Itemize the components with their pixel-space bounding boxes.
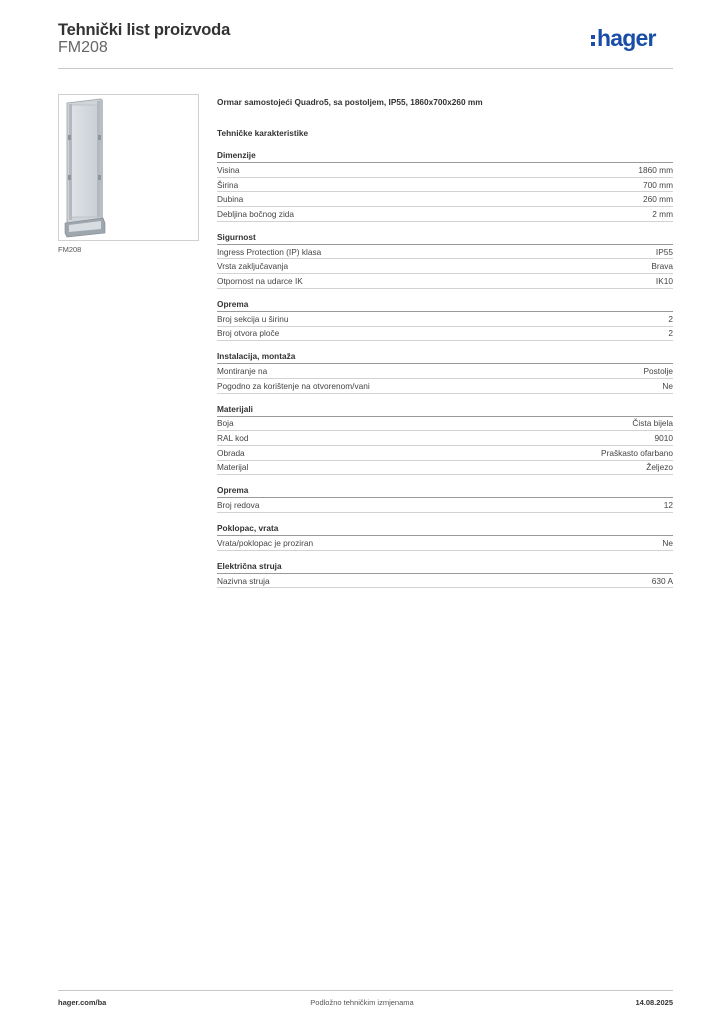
spec-section <box>217 561 673 589</box>
spec-label: Vrata/poklopac je proziran <box>217 537 314 548</box>
spec-label: Vrsta zaključavanja <box>217 261 289 272</box>
spec-label: RAL kod <box>217 433 249 444</box>
spec-content <box>217 97 673 588</box>
logo-text: hager <box>597 25 656 51</box>
footer-divider <box>58 990 673 991</box>
spec-value: Brava <box>651 261 673 272</box>
spec-label: Visina <box>217 164 240 175</box>
spec-value: 260 mm <box>643 194 673 205</box>
spec-section <box>217 150 673 222</box>
spec-row <box>217 364 673 379</box>
spec-section <box>217 232 673 289</box>
spec-label: Širina <box>217 179 239 190</box>
section-title: Sigurnost <box>217 232 673 245</box>
spec-label: Broj otvora ploče <box>217 328 280 339</box>
spec-value: 9010 <box>654 433 673 444</box>
spec-row <box>217 379 673 394</box>
footer-notice: Podložno tehničkim izmjenama <box>310 998 414 1007</box>
spec-value: 2 <box>668 328 673 339</box>
spec-row <box>217 192 673 207</box>
document-title: Tehnički list proizvoda <box>58 21 231 39</box>
spec-label: Broj redova <box>217 500 260 511</box>
spec-row <box>217 446 673 461</box>
spec-value: Postolje <box>643 366 673 377</box>
spec-row <box>217 312 673 327</box>
section-title: Oprema <box>217 485 673 498</box>
spec-section <box>217 485 673 513</box>
spec-value: IK10 <box>655 275 673 286</box>
footer-date: 14.08.2025 <box>635 998 673 1007</box>
spec-label: Montiranje na <box>217 366 268 377</box>
spec-row <box>217 574 673 589</box>
spec-row <box>217 163 673 178</box>
spec-value: 2 mm <box>652 208 673 219</box>
characteristics-heading: Tehničke karakteristike <box>217 128 309 138</box>
spec-row <box>217 207 673 222</box>
section-title: Dimenzije <box>217 150 673 163</box>
spec-value: Praškasto ofarbano <box>601 447 673 458</box>
spec-label: Debljina bočnog zida <box>217 208 295 219</box>
section-title: Oprema <box>217 299 673 312</box>
image-caption: FM208 <box>58 245 82 254</box>
spec-value: 12 <box>663 500 673 511</box>
spec-row <box>217 417 673 432</box>
spec-value: Ne <box>662 537 673 548</box>
spec-row <box>217 327 673 342</box>
spec-value: 2 <box>668 313 673 324</box>
cabinet-illustration-icon <box>59 95 198 240</box>
product-description: Ormar samostojeći Quadro5, sa postoljem, IP55, 1860x700x260 mm <box>217 97 483 107</box>
spec-row <box>217 178 673 193</box>
hager-logo[interactable] <box>591 27 656 50</box>
spec-label: Ingress Protection (IP) klasa <box>217 246 322 257</box>
spec-label: Boja <box>217 418 234 429</box>
spec-row <box>217 245 673 260</box>
spec-value: Željezo <box>646 462 673 473</box>
spec-value: Ne <box>662 380 673 391</box>
spec-value: 700 mm <box>643 179 673 190</box>
spec-label: Otpornost na udarce IK <box>217 275 303 286</box>
spec-value: 630 A <box>651 575 673 586</box>
logo-colon-icon <box>591 35 595 46</box>
spec-label: Pogodno za korištenje na otvorenom/vani <box>217 380 370 391</box>
spec-row <box>217 461 673 476</box>
product-image <box>58 94 199 241</box>
header-divider <box>58 68 673 69</box>
section-title: Instalacija, montaža <box>217 351 673 364</box>
spec-label: Nazivna struja <box>217 575 270 586</box>
spec-label: Broj sekcija u širinu <box>217 313 289 324</box>
section-title: Električna struja <box>217 561 673 574</box>
section-title: Materijali <box>217 404 673 417</box>
spec-label: Dubina <box>217 194 244 205</box>
section-title: Poklopac, vrata <box>217 523 673 536</box>
spec-row <box>217 259 673 274</box>
spec-section <box>217 404 673 476</box>
spec-section <box>217 523 673 551</box>
spec-section <box>217 299 673 341</box>
spec-section <box>217 351 673 393</box>
spec-row <box>217 536 673 551</box>
spec-label: Obrada <box>217 447 245 458</box>
footer-website-link[interactable]: hager.com/ba <box>58 998 107 1007</box>
spec-value: 1860 mm <box>638 164 673 175</box>
spec-row <box>217 498 673 513</box>
spec-row <box>217 431 673 446</box>
spec-value: Čista bijela <box>632 418 673 429</box>
spec-row <box>217 274 673 289</box>
spec-value: IP55 <box>655 246 673 257</box>
product-code: FM208 <box>58 39 108 56</box>
spec-label: Materijal <box>217 462 249 473</box>
